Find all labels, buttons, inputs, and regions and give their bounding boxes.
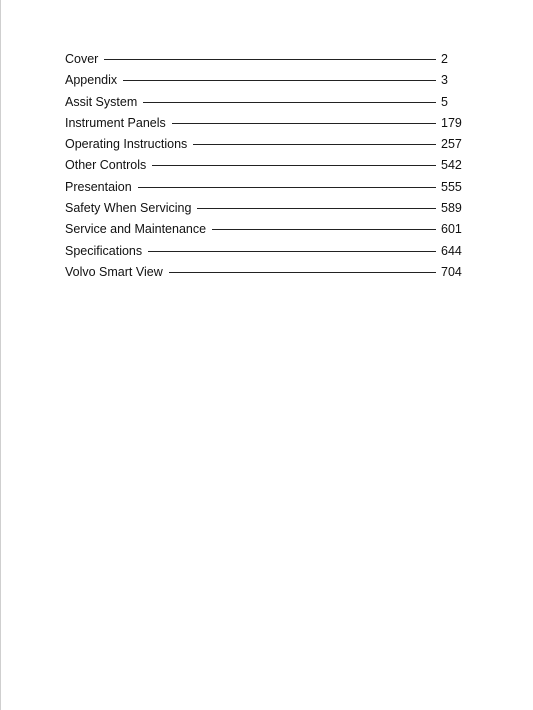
toc-leader-line <box>197 208 436 209</box>
toc-entry-title: Service and Maintenance <box>65 222 207 237</box>
toc-entry-title: Instrument Panels <box>65 115 166 130</box>
toc-entry-title: Assit System <box>65 94 138 109</box>
toc-leader-line <box>138 187 436 188</box>
toc-entry-title: Operating Instructions <box>65 137 188 152</box>
toc-entry-assit-system[interactable] <box>65 92 465 113</box>
toc-leader-line <box>143 102 436 103</box>
toc-leader-line <box>104 59 436 60</box>
toc-leader-line <box>169 272 436 273</box>
toc-entry-page-number: 542 <box>441 158 462 173</box>
toc-entry-page-number: 5 <box>441 94 448 109</box>
toc-entry-title: Specifications <box>65 243 143 258</box>
toc-entry-cover[interactable] <box>65 49 465 70</box>
toc-entry-page-number: 2 <box>441 52 448 66</box>
toc-entry-volvo-smart-view[interactable] <box>65 262 465 283</box>
toc-entry-operating-instructions[interactable] <box>65 134 465 155</box>
toc-entry-specifications[interactable] <box>65 241 465 262</box>
toc-leader-line <box>148 251 436 252</box>
toc-entry-title: Other Controls <box>65 158 147 173</box>
toc-entry-service-and-maintenance[interactable] <box>65 219 465 240</box>
toc-entry-appendix[interactable] <box>65 70 465 91</box>
toc-leader-line <box>172 123 436 124</box>
toc-entry-title: Safety When Servicing <box>65 201 192 216</box>
toc-leader-line <box>212 229 436 230</box>
toc-entry-title: Cover <box>65 52 99 66</box>
toc-entry-page-number: 704 <box>441 264 462 279</box>
toc-entry-page-number: 555 <box>441 179 462 194</box>
toc-entry-page-number: 589 <box>441 201 462 216</box>
toc-leader-line <box>123 80 436 81</box>
toc-leader-line <box>152 165 436 166</box>
table-of-contents <box>65 49 465 283</box>
toc-entry-other-controls[interactable] <box>65 155 465 176</box>
toc-entry-title: Presentaion <box>65 179 132 194</box>
toc-entry-page-number: 601 <box>441 222 462 237</box>
toc-entry-instrument-panels[interactable] <box>65 113 465 134</box>
toc-entry-safety-when-servicing[interactable] <box>65 198 465 219</box>
toc-entry-page-number: 179 <box>441 115 462 130</box>
toc-leader-line <box>193 144 436 145</box>
toc-entry-title: Volvo Smart View <box>65 264 163 279</box>
toc-entry-presentaion[interactable] <box>65 177 465 198</box>
toc-entry-page-number: 257 <box>441 137 462 152</box>
toc-entry-title: Appendix <box>65 73 118 88</box>
toc-entry-page-number: 644 <box>441 243 462 258</box>
toc-entry-page-number: 3 <box>441 73 448 88</box>
